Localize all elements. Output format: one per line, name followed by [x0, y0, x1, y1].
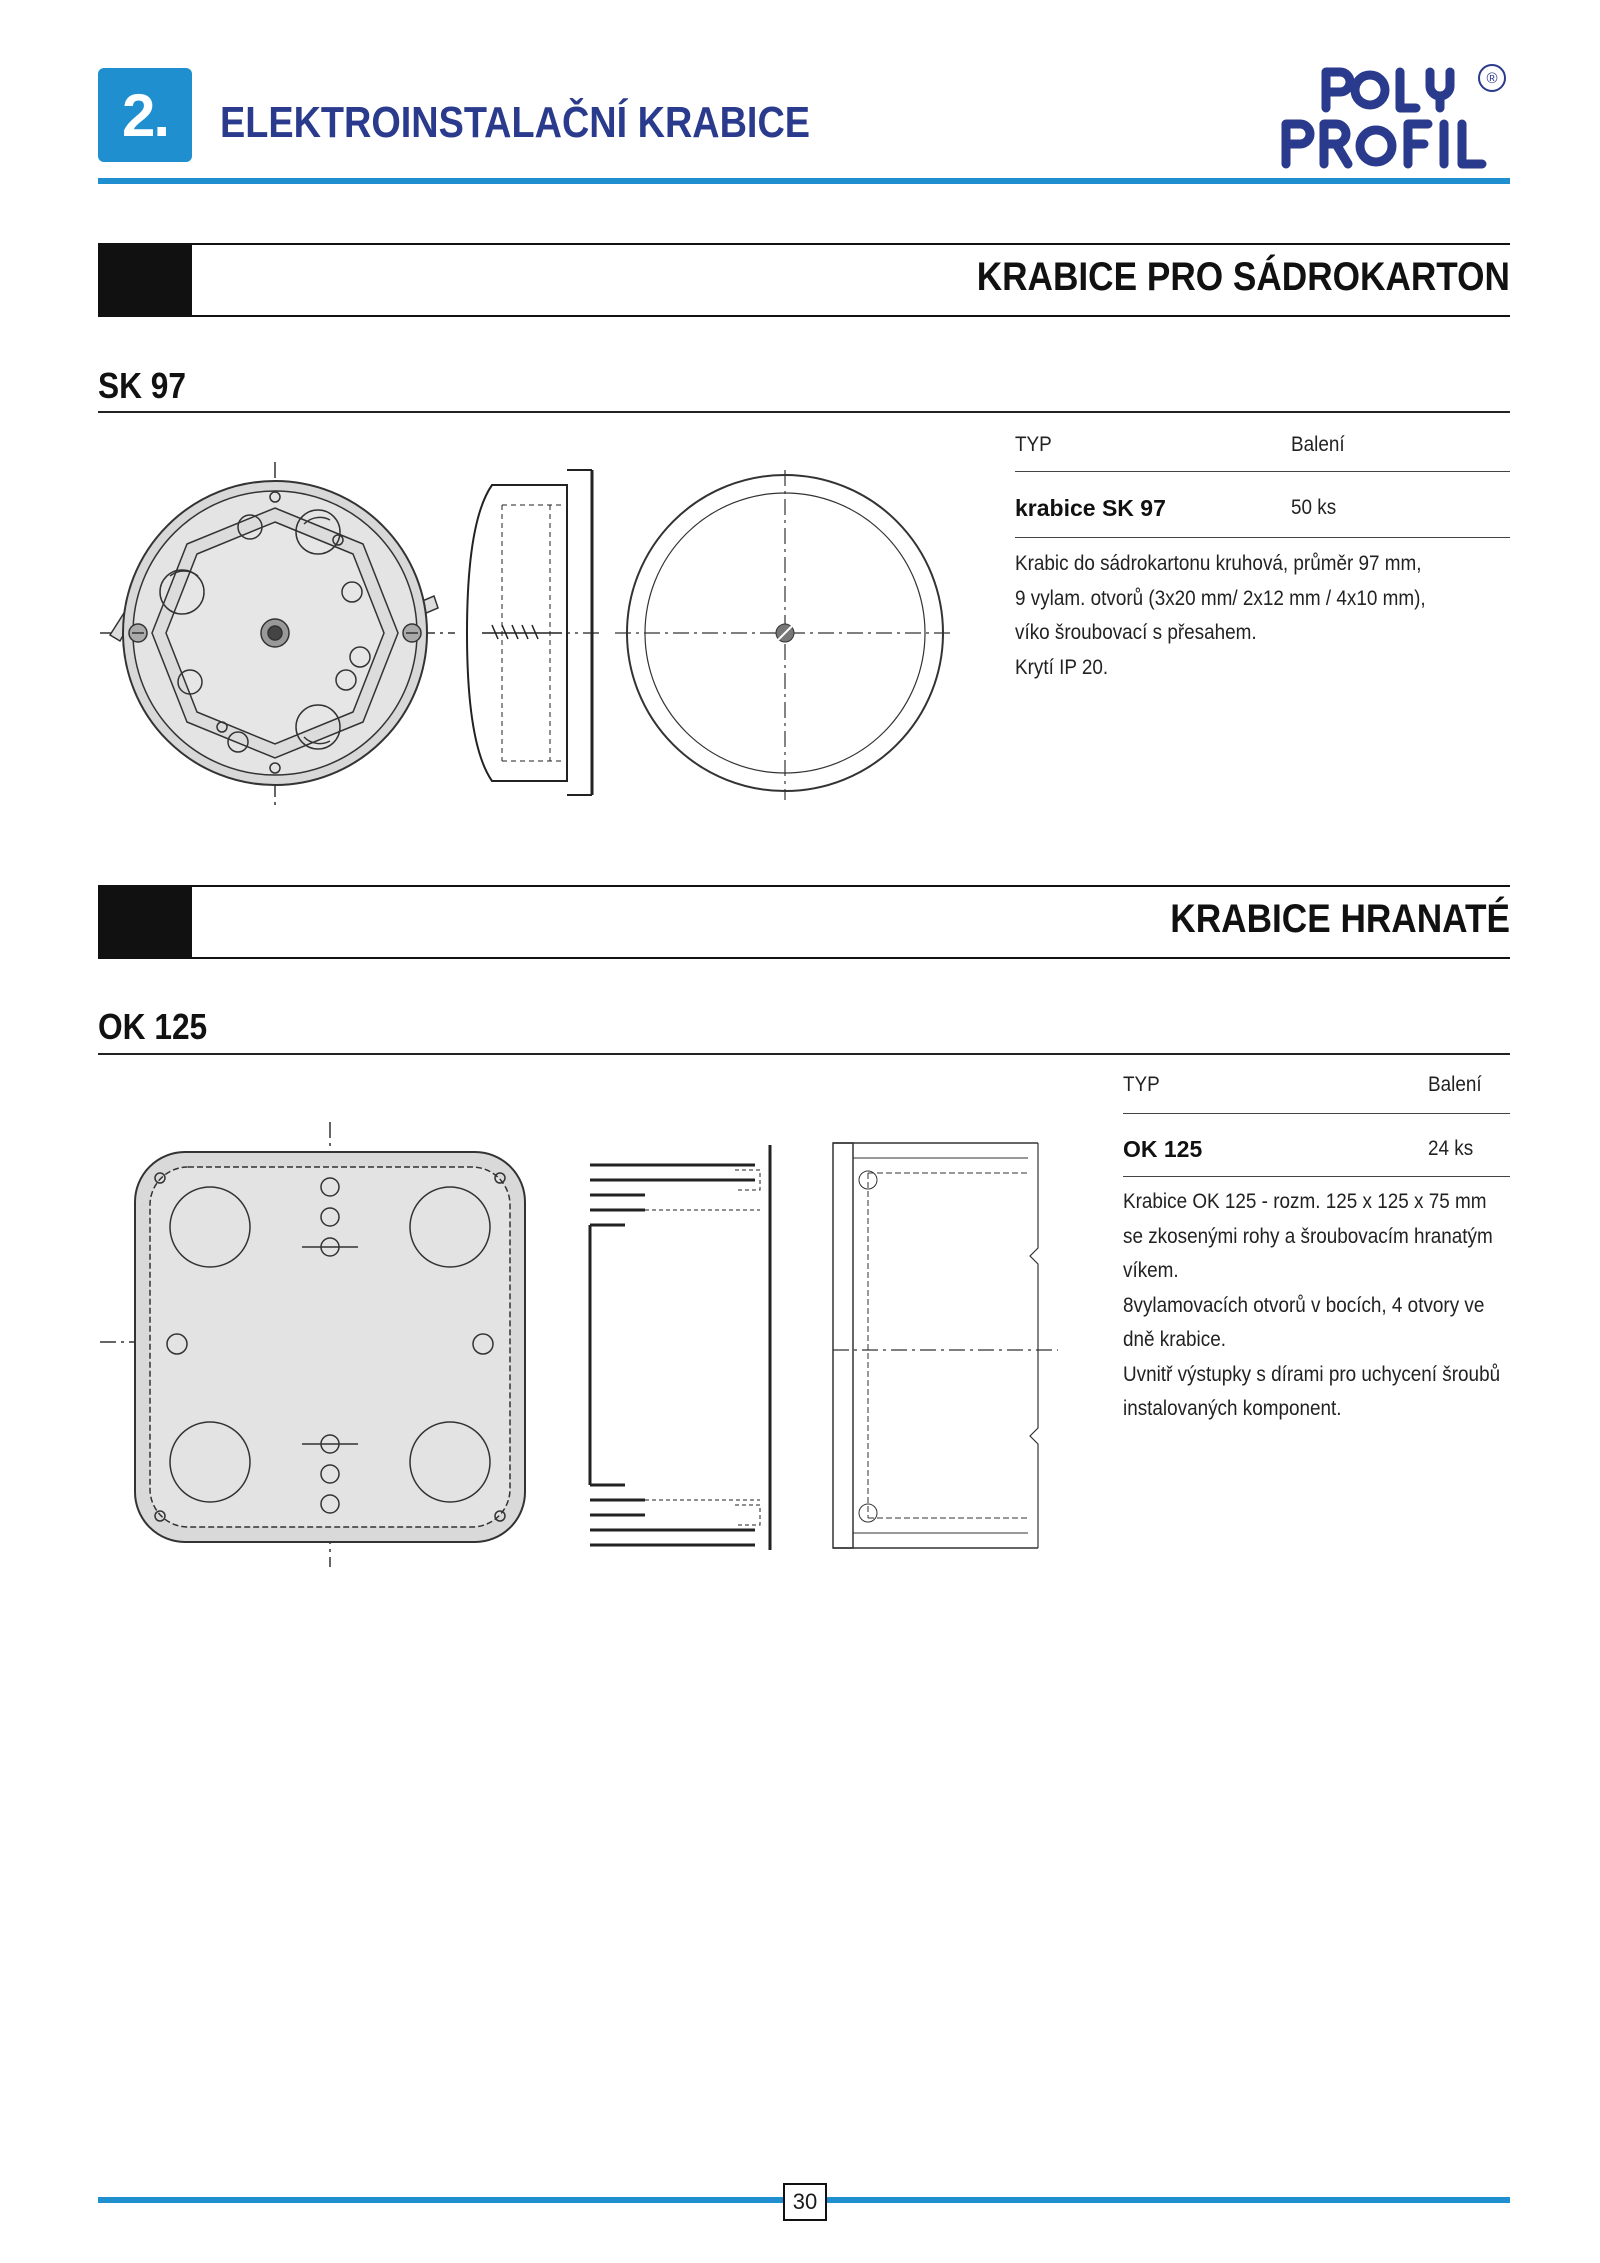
section-heading: KRABICE HRANATÉ [1170, 897, 1510, 941]
description-line: instalovaných komponent. [1123, 1397, 1342, 1420]
description-line: dně krabice. [1123, 1328, 1226, 1351]
brand-logo [1278, 64, 1510, 170]
table-divider [1015, 537, 1510, 538]
section-bar-drywall [98, 243, 1510, 317]
product-description [1123, 1185, 1542, 1427]
description-line: Uvnitř výstupky s dírami pro uchycení šroubů [1123, 1362, 1501, 1386]
table-type-value: OK 125 [1123, 1136, 1203, 1162]
chapter-title: ELEKTROINSTALAČNÍ KRABICE [220, 98, 811, 147]
section-bar-square [98, 885, 1510, 959]
sk97-lid-view-drawing [615, 465, 955, 805]
table-divider [1123, 1113, 1510, 1114]
registered-mark: ® [1478, 64, 1506, 92]
section-heading: KRABICE PRO SÁDROKARTON [976, 255, 1510, 299]
description-line: víkem. [1123, 1259, 1179, 1282]
table-type-value: krabice SK 97 [1015, 495, 1166, 521]
page-number: 30 [783, 2183, 827, 2221]
product-title-sk97: SK 97 [98, 365, 187, 406]
table-header-type: TYP [1015, 433, 1052, 456]
poly-profil-logo-icon [1278, 64, 1510, 170]
table-pack-value: 50 ks [1291, 496, 1337, 519]
description-line: víko šroubovací s přesahem. [1015, 621, 1257, 644]
chapter-number-badge: 2. [98, 68, 192, 162]
ok125-side-view-drawing [585, 1140, 785, 1560]
table-header-type: TYP [1123, 1073, 1160, 1096]
product-rule [98, 411, 1510, 413]
sk97-side-view-drawing [462, 465, 602, 805]
table-divider [1015, 471, 1510, 472]
description-line: Krabice OK 125 - rozm. 125 x 125 x 75 mm [1123, 1190, 1487, 1213]
table-header-pack: Balení [1428, 1073, 1482, 1096]
sk97-top-view-drawing [90, 452, 470, 812]
description-line: Krabic do sádrokartonu kruhová, průměr 97 mm, [1015, 552, 1422, 575]
table-divider [1123, 1176, 1510, 1177]
description-line: 8vylamovacích otvorů v bocích, 4 otvory ve [1123, 1293, 1485, 1317]
product-title-ok125: OK 125 [98, 1006, 208, 1047]
description-line: se zkosenými rohy a šroubovacím hranatým [1123, 1224, 1493, 1248]
table-pack-value: 24 ks [1428, 1137, 1474, 1160]
product-rule [98, 1053, 1510, 1055]
description-line: Krytí IP 20. [1015, 655, 1109, 679]
description-line: 9 vylam. otvorů (3x20 mm/ 2x12 mm / 4x10 mm), [1015, 586, 1426, 610]
ok125-lid-view-drawing [828, 1128, 1028, 1568]
ok125-top-view-drawing [95, 1122, 515, 1572]
table-header-pack: Balení [1291, 433, 1345, 456]
product-description [1015, 547, 1471, 685]
header-rule [98, 178, 1510, 184]
